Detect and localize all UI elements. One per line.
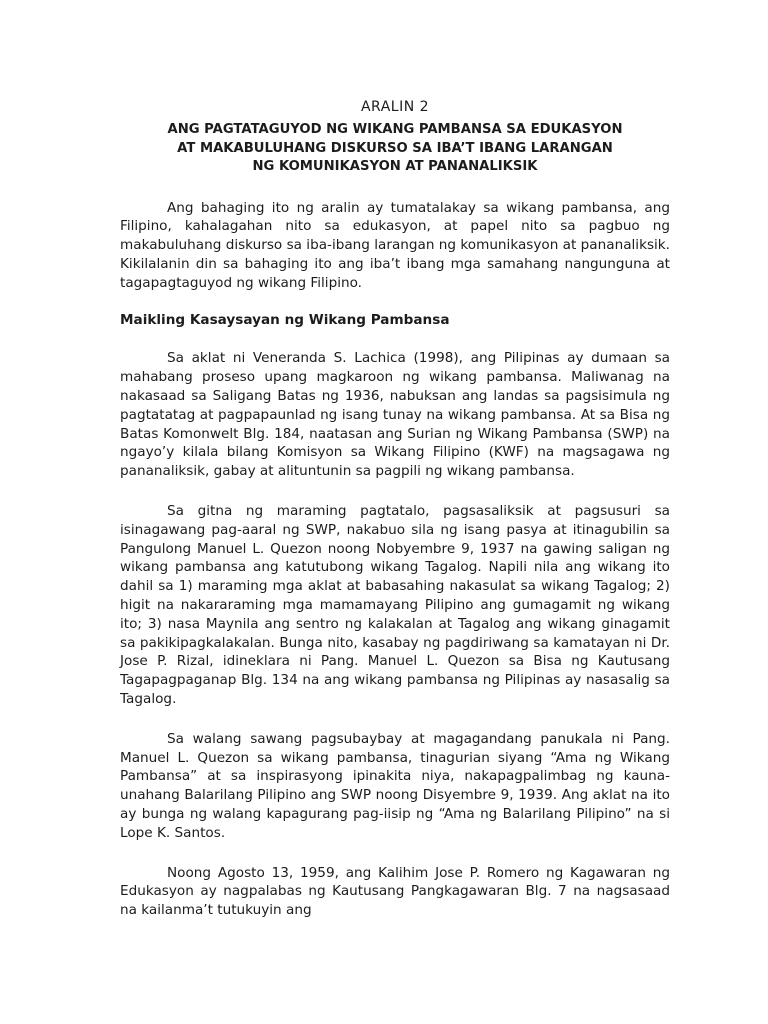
intro-paragraph: Ang bahaging ito ng aralin ay tumatalakay sa wikang pambansa, ang Filipino, kahalagahan nito sa edukasyon, at papel nito sa pagbuo ng makabuluhang diskurso sa iba-ibang larangan ng komunikasyon at pananaliksik. Kikilalanin din sa bahaging ito ang iba’t ibang mga samahang nangunguna at tagapagtaguyod ng wikang Filipino. [120, 199, 670, 291]
paragraph-2: Sa gitna ng maraming pagtatalo, pagsasaliksik at pagsusuri sa isinagawang pag-aaral ng SWP, nakabuo sila ng isang pasya at itinagubilin sa Pangulong Manuel L. Quezon noong Nobyembre 9, 1937 na gawing saligan ng wikang pambansa ang katutubong wikang Tagalog. Napili nila ang wikang ito dahil sa 1) maraming mga aklat at babasahing nakasulat sa wikang Tagalog; 2) higit na nakararaming mga mamamayang Pilipino ang gumagamit ng wikang ito; 3) nasa Maynila ang sentro ng kalakalan at Tagalog ang wikang ginagamit sa pakikipagkalakalan. Bunga nito, kasabay ng pagdiriwang sa kamatayan ni Dr. Jose P. Rizal, idineklara ni Pang. Manuel L. Quezon sa Bisa ng Kautusang Tagapagpaganap Blg. 134 na ang wikang pambansa ng Pilipinas ay nasasalig sa Tagalog. [120, 503, 670, 708]
title-line-3: NG KOMUNIKASYON AT PANANALIKSIK [252, 159, 538, 174]
section-heading: Maikling Kasaysayan ng Wikang Pambansa [120, 312, 450, 329]
document-page [120, 97, 670, 920]
paragraph-3: Sa walang sawang pagsubaybay at magagandang panukala ni Pang. Manuel L. Quezon sa wikang pambansa, tinagurian siyang “Ama ng Wikang Pambansa” at sa inspirasyong ipinakita niya, nakapagpalimbag ng kauna-unahang Balarilang Pilipino ang SWP noong Disyembre 9, 1939. Ang aklat na ito ay bunga ng walang kapagurang pag-iisip ng “Ama ng Balarilang Pilipino” na si Lope K. Santos. [120, 730, 670, 841]
lesson-number: ARALIN 2 [360, 99, 430, 115]
paragraph-1: Sa aklat ni Veneranda S. Lachica (1998), ang Pilipinas ay dumaan sa mahabang proseso upang magkaroon ng wikang pambansa. Maliwanag na nakasaad sa Saligang Batas ng 1936, nabuksan ang landas sa pagsisimula ng pagtatatag at pagpapaunlad ng isang tunay na wikang pambansa. At sa Bisa ng Batas Komonwelt Blg. 184, naatasan ang Surian ng Wikang Pambansa (SWP) na ngayo’y kilala bilang Komisyon sa Wikang Filipino (KWF) na magsagawa ng pananaliksik, gabay at alituntunin sa pagpili ng wikang pambansa. [120, 350, 670, 480]
title-line-2: AT MAKABULUHANG DISKURSO SA IBA’T IBANG LARANGAN [177, 140, 613, 156]
title-line-1: ANG PAGTATAGUYOD NG WIKANG PAMBANSA SA EDUKASYON [167, 122, 623, 137]
paragraph-4: Noong Agosto 13, 1959, ang Kalihim Jose P. Romero ng Kagawaran ng Edukasyon ay nagpalabas ng Kautusang Pangkagawaran Blg. 7 na nagsasaad na kailanma’t tutukuyin ang [120, 864, 670, 919]
